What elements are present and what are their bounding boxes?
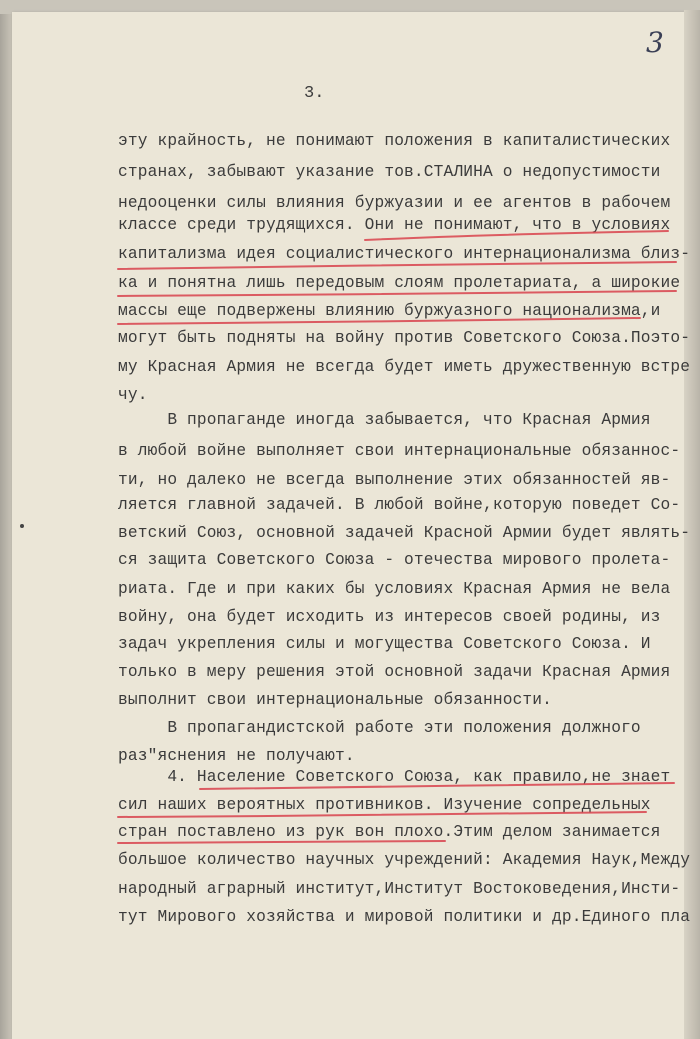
text-line: му Красная Армия не всегда будет иметь дружественную встре	[118, 358, 691, 376]
text-line: ти, но далеко не всегда выполнение этих обязанностей яв-	[118, 471, 671, 489]
text-line: ка и понятна лишь передовым слоям пролетариата, а широкие	[118, 274, 681, 292]
text-line: массы еще подвержены влиянию буржуазного национализма,и	[118, 302, 661, 320]
text-line: В пропаганде иногда забывается, что Красная Армия	[118, 411, 651, 429]
text-line: задач укрепления силы и могущества Советского Союза. И	[118, 635, 651, 653]
text-line: риата. Где и при каких бы условиях Красная Армия не вела	[118, 580, 671, 598]
text-line: большое количество научных учреждений: Академия Наук,Между	[118, 851, 691, 869]
text-line: странах, забывают указание тов.СТАЛИНА о недопустимости	[118, 163, 661, 181]
text-line: В пропагандистской работе эти положения должного	[118, 719, 641, 737]
text-line: 4. Население Советского Союза, как правило,не знает	[118, 768, 671, 786]
text-line: могут быть подняты на войну против Советского Союза.Поэто-	[118, 329, 691, 347]
text-line: капитализма идея социалистического интернационализма близ-	[118, 245, 691, 263]
text-line: недооценки силы влияния буржуазии и ее агентов в рабочем	[118, 194, 671, 212]
text-line: только в меру решения этой основной задачи Красная Армия	[118, 663, 671, 681]
text-line: эту крайность, не понимают положения в капиталистических	[118, 132, 671, 150]
text-line: классе среди трудящихся. Они не понимают, что в условиях	[118, 216, 671, 234]
text-line: войну, она будет исходить из интересов своей родины, из	[118, 608, 661, 626]
text-line: чу.	[118, 386, 148, 404]
handwritten-page-number: 3	[646, 26, 664, 59]
text-line: ветский Союз, основной задачей Красной Армии будет являть-	[118, 524, 691, 542]
text-line: раз"яснения не получают.	[118, 747, 355, 765]
text-line: ся защита Советского Союза - отечества мирового пролета-	[118, 551, 671, 569]
text-line: в любой войне выполняет свои интернациональные обязаннос-	[118, 442, 681, 460]
text-line: народный аграрный институт,Институт Востоковедения,Инсти-	[118, 880, 681, 898]
text-line: ляется главной задачей. В любой войне,которую поведет Со-	[118, 496, 681, 514]
text-line: сил наших вероятных противников. Изучение сопредельных	[118, 796, 651, 814]
text-line: стран поставлено из рук вон плохо.Этим делом занимается	[118, 823, 661, 841]
margin-mark	[20, 524, 24, 528]
text-line: выполнит свои интернациональные обязанности.	[118, 691, 553, 709]
typed-page-number: 3.	[304, 84, 325, 103]
text-line: тут Мирового хозяйства и мировой политики и др.Единого пла	[118, 908, 691, 926]
